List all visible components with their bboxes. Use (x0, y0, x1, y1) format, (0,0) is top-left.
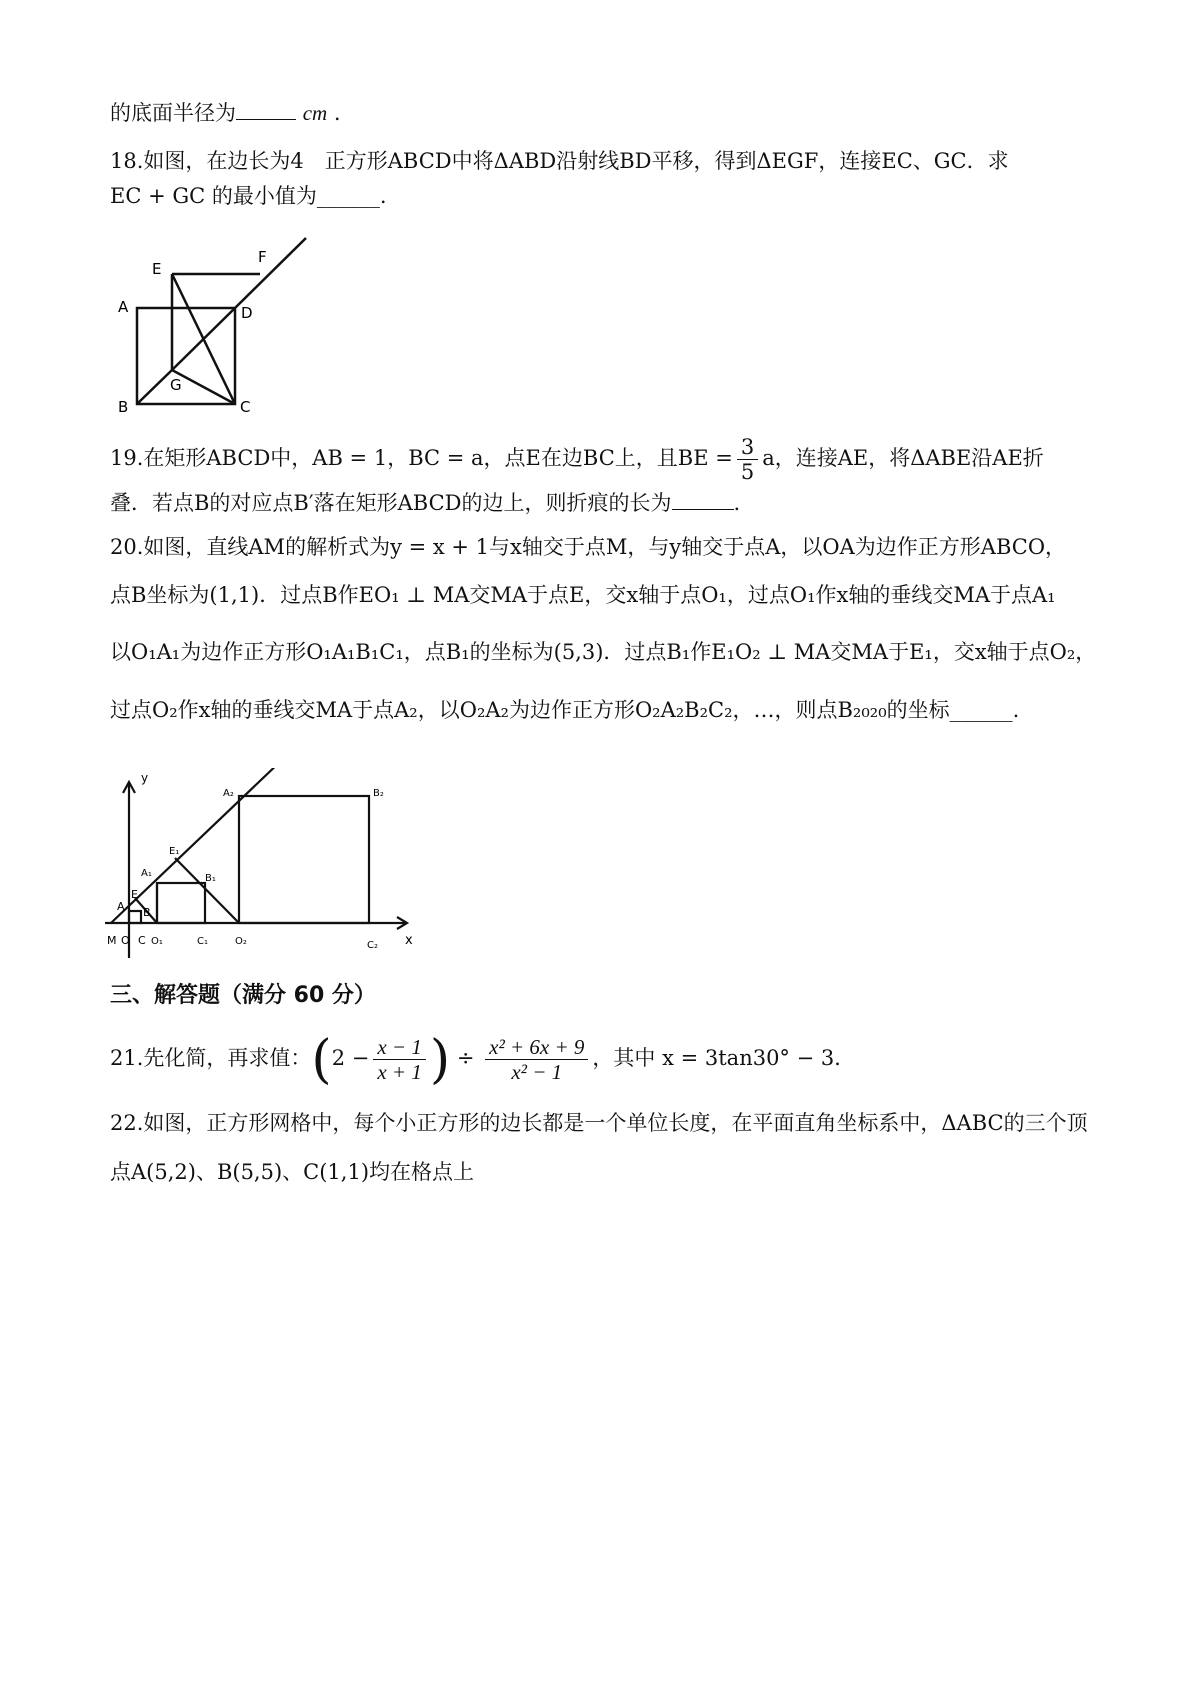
q20-label-e1: E₁ (169, 846, 180, 857)
q20-line-2: 点B坐标为(1,1)．过点B作EO₁ ⊥ MA交MA于点E，交x轴于点O₁，过点O₁作x轴的垂线交MA于点A₁ (110, 583, 1056, 607)
q20-figure (105, 768, 425, 963)
q21-fraction-2 (485, 1035, 588, 1084)
q21-left-paren: ( (311, 1029, 332, 1090)
q21-prefix: 21.先化简，再求值： (110, 1046, 312, 1070)
q18-figure (110, 230, 330, 420)
q20-label-o: O (121, 934, 130, 947)
q20-line-3: 以O₁A₁为边作正方形O₁A₁B₁C₁，点B₁的坐标为(5,3)．过点B₁作E₁O₂ ⊥ MA交MA于E₁，交x轴于点O₂， (110, 640, 1097, 664)
q19-line-1 (110, 428, 1044, 488)
q20-square-o2a2b2c2 (239, 796, 369, 923)
q20-label-b1: B₁ (205, 873, 216, 884)
q17-answer-blank (236, 101, 296, 120)
q20-label-b2: B₂ (373, 788, 384, 799)
q18-label-b: B (118, 398, 129, 416)
q19-line-2-text: 叠．若点B的对应点B′落在矩形ABCD的边上，则折痕的长为 (110, 491, 672, 515)
q19-line-2: 叠．若点B的对应点B′落在矩形ABCD的边上，则折痕的长为 . (110, 491, 741, 515)
q18-line-2: EC + GC 的最小值为______. (110, 184, 387, 208)
q21-div: ÷ (456, 1046, 475, 1070)
q21-f1-num: x − 1 (373, 1035, 426, 1060)
q21-two-minus: 2 − (331, 1046, 370, 1070)
q17-text: 的底面半径为 (110, 101, 236, 125)
q20-square-abco (129, 911, 141, 923)
q19-answer-blank (672, 491, 734, 510)
q20-label-a2: A₂ (223, 788, 234, 799)
q20-label-b: B (143, 906, 151, 919)
q21-f1-den: x + 1 (377, 1060, 422, 1084)
q20-line-am (111, 768, 305, 923)
q21-line (110, 1026, 855, 1090)
q20-label-a: A (117, 900, 125, 913)
q20-label-m: M (107, 934, 117, 947)
q20-line-1: 20.如图，直线AM的解析式为y = x + 1与x轴交于点M，与y轴交于点A，以OA为边作正方形ABCO， (110, 535, 1067, 559)
q18-label-g: G (170, 376, 182, 394)
q20-label-c: C (138, 934, 146, 947)
q21-f2-den: x² − 1 (511, 1060, 563, 1084)
q21-right-paren: ) (429, 1029, 451, 1090)
q17-end: . (333, 101, 341, 125)
q19-frac-den: 5 (740, 460, 755, 484)
q19-line-1a: 19.在矩形ABCD中，AB = 1，BC = a，点E在边BC上，且BE = (110, 446, 733, 470)
q21-fraction-1 (373, 1035, 426, 1084)
q17-unit: cm (302, 101, 328, 125)
q18-label-a: A (118, 298, 129, 316)
q20-label-c1: C₁ (197, 936, 208, 947)
q20-label-a1: A₁ (141, 868, 152, 879)
q22-line-1: 22.如图，正方形网格中，每个小正方形的边长都是一个单位长度，在平面直角坐标系中，ΔABC的三个顶 (110, 1111, 1088, 1135)
q18-segment-bg (137, 370, 172, 404)
q20-line-4: 过点O₂作x轴的垂线交MA于点A₂，以O₂A₂为边作正方形O₂A₂B₂C₂，…，则点B₂₀₂₀的坐标______. (110, 698, 1020, 722)
q20-label-x: x (405, 933, 413, 948)
q18-label-f: F (258, 248, 267, 266)
q20-label-y: y (141, 771, 149, 785)
q18-label-d: D (241, 304, 253, 322)
q19-frac-num: 3 (737, 435, 758, 460)
q19-fraction (737, 435, 758, 484)
q20-segment-e1o2 (175, 858, 239, 923)
q18-line-1: 18.如图，在边长为4 正方形ABCD中将ΔABD沿射线BD平移，得到ΔEGF，连接EC、GC．求 (110, 149, 1009, 173)
q17-tail-line (110, 98, 341, 128)
q19-line-1b: a，连接AE，将ΔABE沿AE折 (762, 446, 1044, 470)
q20-square-o1a1b1c1 (157, 883, 205, 923)
q20-label-e: E (131, 888, 138, 901)
q20-label-c2: C₂ (367, 940, 378, 951)
q21-f2-num: x² + 6x + 9 (485, 1035, 588, 1060)
q21-suffix: ，其中 x = 3tan30° − 3． (592, 1046, 856, 1070)
q20-label-o2: O₂ (235, 936, 247, 947)
section-3-title: 三、解答题（满分 60 分） (110, 983, 376, 1008)
q20-label-o1: O₁ (151, 936, 163, 947)
q18-label-e: E (152, 260, 162, 278)
q18-label-c: C (240, 398, 251, 416)
q22-line-2: 点A(5,2)、B(5,5)、C(1,1)均在格点上 (110, 1160, 475, 1184)
